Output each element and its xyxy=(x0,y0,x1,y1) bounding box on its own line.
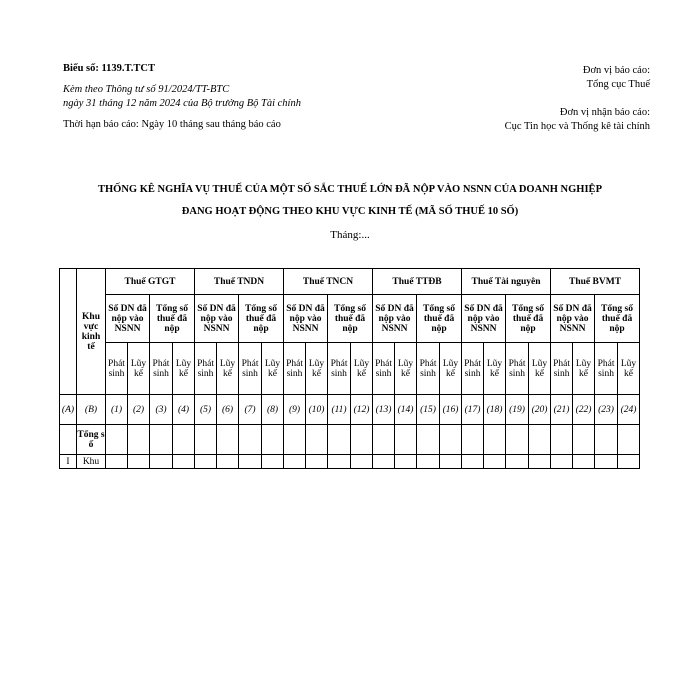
leaf-header: Phát sinh xyxy=(417,343,440,395)
leaf-header: Lũy kế xyxy=(618,343,640,395)
column-index: (B) xyxy=(77,395,106,425)
column-index: (5) xyxy=(195,395,217,425)
legal-basis: Kèm theo Thông tư số 91/2024/TT-BTC xyxy=(63,84,230,95)
title-line-1: THỐNG KÊ NGHĨA VỤ THUẾ CỦA MỘT SỐ SẮC THUẾ LỚN ĐÃ NỘP VÀO NSNN CỦA DOANH NGHIỆP xyxy=(98,184,602,195)
leaf-header: Lũy kế xyxy=(306,343,328,395)
column-index: (20) xyxy=(529,395,551,425)
column-index: (19) xyxy=(506,395,529,425)
title-line-2: ĐANG HOẠT ĐỘNG THEO KHU VỰC KINH TẾ (MÃ SỐ THUẾ 10 SỐ) xyxy=(181,206,519,217)
data-cell xyxy=(217,455,239,469)
column-index: (14) xyxy=(395,395,417,425)
data-cell xyxy=(351,455,373,469)
header-left xyxy=(63,62,303,139)
sub-header: Số DN đã nộp vào NSNN xyxy=(373,295,417,343)
report-deadline: Thời hạn báo cáo: Ngày 10 tháng sau tháng báo cáo xyxy=(63,119,281,130)
data-cell xyxy=(595,455,618,469)
data-cell xyxy=(306,425,328,455)
report-title xyxy=(40,179,660,223)
tax-statistics-table xyxy=(59,268,640,469)
data-cell xyxy=(284,425,306,455)
reporting-unit: Tổng cục Thuế xyxy=(586,79,650,90)
data-cell xyxy=(440,425,462,455)
data-cell xyxy=(484,425,506,455)
leaf-header: Phát sinh xyxy=(551,343,573,395)
column-index-row xyxy=(60,395,640,425)
data-cell xyxy=(239,425,262,455)
reporting-unit-label: Đơn vị báo cáo: xyxy=(582,65,650,76)
header-right xyxy=(450,64,650,134)
column-index: (21) xyxy=(551,395,573,425)
leaf-header: Lũy kế xyxy=(128,343,150,395)
leaf-header: Lũy kế xyxy=(395,343,417,395)
tax-group-header: Thuế TTĐB xyxy=(373,269,462,295)
leaf-header: Lũy kế xyxy=(573,343,595,395)
sub-header: Số DN đã nộp vào NSNN xyxy=(284,295,328,343)
receiving-unit-label: Đơn vị nhận báo cáo: xyxy=(559,107,650,118)
total-index-cell xyxy=(60,425,77,455)
leaf-header: Lũy kế xyxy=(484,343,506,395)
data-cell xyxy=(328,425,351,455)
data-cell xyxy=(373,425,395,455)
data-cell xyxy=(351,425,373,455)
data-cell xyxy=(506,455,529,469)
data-cell xyxy=(618,425,640,455)
column-index: (10) xyxy=(306,395,328,425)
receiving-unit: Cục Tin học và Thống kê tài chính xyxy=(504,121,650,132)
column-index: (6) xyxy=(217,395,239,425)
data-cell xyxy=(106,455,128,469)
leaf-header: Lũy kế xyxy=(262,343,284,395)
column-index: (12) xyxy=(351,395,373,425)
data-cell xyxy=(395,455,417,469)
leaf-header: Phát sinh xyxy=(328,343,351,395)
sub-header: Tổng số thuế đã nộp xyxy=(506,295,551,343)
column-index: (9) xyxy=(284,395,306,425)
data-cell xyxy=(417,425,440,455)
column-index: (7) xyxy=(239,395,262,425)
leaf-header: Phát sinh xyxy=(595,343,618,395)
data-cell xyxy=(150,455,173,469)
data-cell xyxy=(239,455,262,469)
tax-group-header: Thuế TNCN xyxy=(284,269,373,295)
leaf-header: Phát sinh xyxy=(373,343,395,395)
tax-group-header: Thuế GTGT xyxy=(106,269,195,295)
sub-header: Tổng số thuế đã nộp xyxy=(417,295,462,343)
data-cell xyxy=(573,455,595,469)
column-index: (4) xyxy=(173,395,195,425)
sub-header: Tổng số thuế đã nộp xyxy=(328,295,373,343)
tax-group-header: Thuế BVMT xyxy=(551,269,640,295)
data-cell xyxy=(195,425,217,455)
col-b-header: Khu vực kinh tế xyxy=(77,269,106,395)
leaf-header: Lũy kế xyxy=(440,343,462,395)
leaf-header: Lũy kế xyxy=(529,343,551,395)
data-cell xyxy=(417,455,440,469)
data-cell xyxy=(551,425,573,455)
column-index: (3) xyxy=(150,395,173,425)
data-cell xyxy=(618,455,640,469)
tax-group-header: Thuế Tài nguyên xyxy=(462,269,551,295)
leaf-header: Phát sinh xyxy=(106,343,128,395)
data-cell xyxy=(462,455,484,469)
data-cell xyxy=(128,425,150,455)
data-cell xyxy=(551,455,573,469)
data-cell xyxy=(462,425,484,455)
leaf-header: Lũy kế xyxy=(173,343,195,395)
row-index: I xyxy=(60,455,77,469)
data-cell xyxy=(217,425,239,455)
column-index: (2) xyxy=(128,395,150,425)
column-index: (15) xyxy=(417,395,440,425)
data-cell xyxy=(262,455,284,469)
sub-header: Số DN đã nộp vào NSNN xyxy=(551,295,595,343)
leaf-header: Lũy kế xyxy=(217,343,239,395)
column-index: (22) xyxy=(573,395,595,425)
data-cell xyxy=(328,455,351,469)
sub-header: Tổng số thuế đã nộp xyxy=(239,295,284,343)
data-cell xyxy=(284,455,306,469)
data-cell xyxy=(173,455,195,469)
col-a-header xyxy=(60,269,77,395)
data-cell xyxy=(262,425,284,455)
form-number: Biểu số: 1139.T.TCT xyxy=(63,63,155,74)
data-cell xyxy=(484,455,506,469)
column-index: (17) xyxy=(462,395,484,425)
row-label: Khu xyxy=(77,455,106,469)
column-index: (1) xyxy=(106,395,128,425)
sub-header: Số DN đã nộp vào NSNN xyxy=(106,295,150,343)
column-index: (24) xyxy=(618,395,640,425)
data-cell xyxy=(573,425,595,455)
column-index: (18) xyxy=(484,395,506,425)
total-label: Tổng số xyxy=(77,425,106,455)
data-cell xyxy=(106,425,128,455)
column-index: (23) xyxy=(595,395,618,425)
data-cell xyxy=(373,455,395,469)
column-index: (16) xyxy=(440,395,462,425)
leaf-header: Phát sinh xyxy=(150,343,173,395)
leaf-header: Phát sinh xyxy=(195,343,217,395)
tax-group-header: Thuế TNDN xyxy=(195,269,284,295)
data-cell xyxy=(529,455,551,469)
total-row xyxy=(60,425,640,455)
column-index: (11) xyxy=(328,395,351,425)
data-cell xyxy=(440,455,462,469)
data-cell xyxy=(506,425,529,455)
leaf-header: Lũy kế xyxy=(351,343,373,395)
column-index: (13) xyxy=(373,395,395,425)
data-cell xyxy=(395,425,417,455)
leaf-header: Phát sinh xyxy=(284,343,306,395)
legal-basis-date: ngày 31 tháng 12 năm 2024 của Bộ trưởng Bộ Tài chính xyxy=(63,98,301,109)
column-index: (8) xyxy=(262,395,284,425)
month-label: Tháng:... xyxy=(330,229,370,241)
leaf-header: Phát sinh xyxy=(506,343,529,395)
data-cell xyxy=(595,425,618,455)
sub-header: Số DN đã nộp vào NSNN xyxy=(462,295,506,343)
leaf-header: Phát sinh xyxy=(239,343,262,395)
sub-header: Tổng số thuế đã nộp xyxy=(150,295,195,343)
sub-header: Số DN đã nộp vào NSNN xyxy=(195,295,239,343)
table-row xyxy=(60,455,640,469)
data-cell xyxy=(173,425,195,455)
data-cell xyxy=(306,455,328,469)
data-cell xyxy=(150,425,173,455)
sub-header: Tổng số thuế đã nộp xyxy=(595,295,640,343)
data-cell xyxy=(529,425,551,455)
leaf-header: Phát sinh xyxy=(462,343,484,395)
data-cell xyxy=(128,455,150,469)
data-cell xyxy=(195,455,217,469)
column-index: (A) xyxy=(60,395,77,425)
